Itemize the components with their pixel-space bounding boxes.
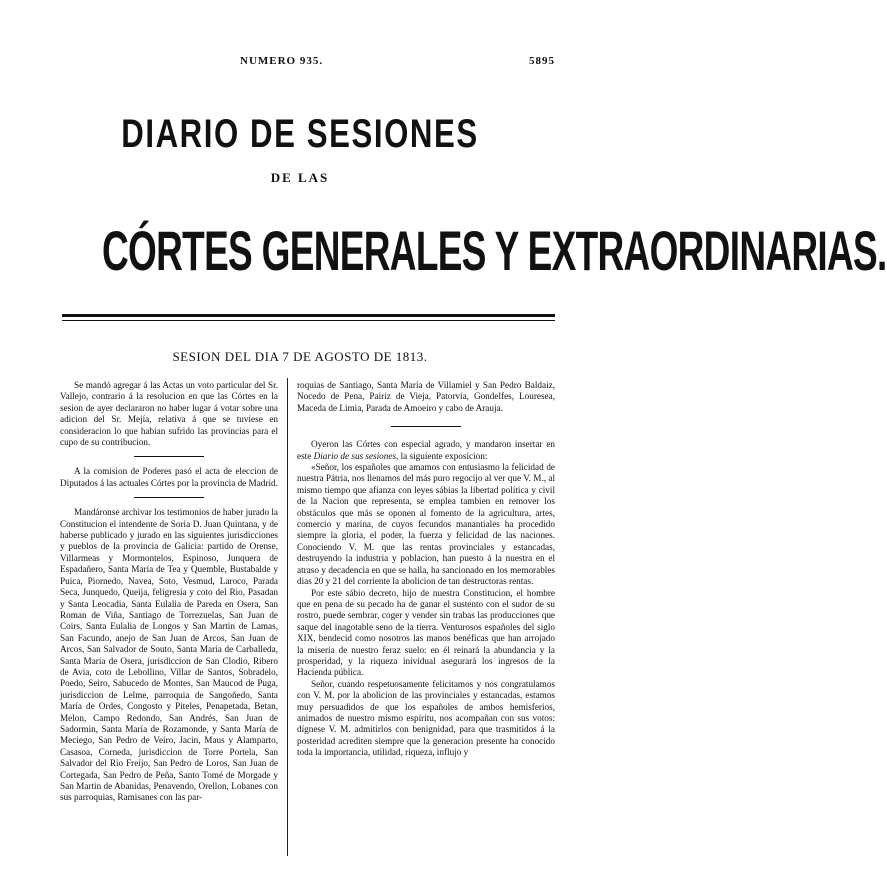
issue-number: NUMERO 935. [240,55,324,67]
paragraph-senor: «Señor, los españoles que amamos con entusiasmo la felicidad de nuestra Pátria, nos llenamos del más puro regocijo al ver que V. M., al mismo tiempo que afianza con leyes sábias la libertad política y civil de la Nacion que representa, se emplea tambien en remover los obstáculos que más se oponen al fomento de la agricultura, artes, comercio y marina, de cuyos fecundos manantiales ha procedido siempre la gloria, el poder, la fuerza y felicidad de las naciones. Conociendo V. M. que las rentas provinciales y estancadas, destruyendo la industria y poblacion, han puesto á la nuestra en el atraso y decadencia en que se halla, ha sancionado en los memorables dias 20 y 21 del corriente la abolicion de tan destructoras rentas. [297,462,555,587]
diario-italic: Diario de sus sesiones [313,450,397,461]
page-header [60,55,555,71]
paragraph-felicitamos: Señor, cuando respetuosamente felicitamos y nos congratulamos con V. M. por la abolicion de las provinciales y estancadas, estamos muy persuadidos de que los españoles de ambos hemisferios, animados de nuestro mismo espíritu, nos acompañan con sus votos: dígnese V. M. admitirlos con benignidad, para que trasmitidos á la posteridad acrediten siempre que la generacion presente ha conocido toda la importancia, utilidad, riqueza, influjo y [297,678,555,758]
section-separator [134,456,204,457]
page-number: 5895 [529,55,555,67]
masthead-rule-thick [62,314,555,317]
section-separator [134,497,204,498]
masthead-title: DIARIO DE SESIONES [121,112,479,156]
paragraph-decreto: Por este sábio decreto, hijo de nuestra Constitucion, el hombre que en pena de su pecado ha de ganar el sustento con el sudor de su rostro, puede sembrar, coger y vender sin trabas las producciones que saque del inagotable seno de la tierra. Venturosos españoles del siglo XIX, bendecid como nosotros las manos benéficas que han arrojado la miseria de nuestro feraz suelo: en él reinará la abundancia y la prosperidad, y la riqueza inividual asegurará los ingresos de la Hacienda pública. [297,587,555,678]
masthead-subtitle: DE LAS [270,170,330,185]
masthead-cortes: CÓRTES GENERALES Y EXTRAORDINARIAS. [101,219,887,282]
paragraph-comision-poderes: A la comision de Poderes pasó el acta de eleccion de Diputados á las actuales Córtes por la provincia de Madrid. [60,466,278,488]
column-divider [287,378,288,856]
masthead-rule-thin [62,320,555,321]
paragraph-voto-particular: Se mandó agregar á las Actas un voto particular del Sr. Vallejo, contrario á la resolucion en que las Córtes en la sesion de ayer declararon no haber lugar á votar sobre una adicion del Sr. Mejía, relativa á que se tuviese en consideracion lo que habian sufrido las provincias para el cupo de su contribucion. [60,380,278,448]
left-column [60,380,278,804]
paragraph-testimonios: Mandáronse archivar los testimonios de haber jurado la Constitucion el intendente de Soria D. Juan Quintana, y de haberse publicado y jurado en las siguientes jurisdicciones y pueblos de la provincia de Galicia: partido de Orense, Villarmeas y Mormontelos, Espinoso, Junquera de Espadañero, Santa María de Tea y Quemble, Bustabalde y Puica, Piornedo, Navea, Soto, Vesmud, Laroco, Parada Seca, Junquedo, Queija, feligresía y coto del Rio, Pasadan y Santa Leocadia, Santa Eulalia de Pareda en Osera, San Roman de Viña, Santiago de Torrezuelas, San Juan de Coirs, Santa Eulalia de Longos y San Martin de Lamas, San Facundo, anejo de San Juan de Arcos, San Juan de Arcos, San Salvador de Souto, Santa María de Carballeda, Santa María de Osera, jurisdiccion de San Clodio, Ribero de Avia, coto de Lebollino, Villar de Santos, Sobradelo, Poedo, Seiro, Sabucedo de Montes, San Maucod de Puga, jurisdiccion de Lelme, parroquia de Sangoñedo, Santa María de Ordes, Congosto y Piteles, Penapetada, Betan, Melon, Campo Redondo, San Andrés, San Juan de Sadormin, Santa María de Rozamonde, y Santa María de Meciego, San Pedro de Veiro, Jacin, Maus y Alamparto, Casasoa, Corneda, jurisdiccion de Torre Portela, San Salvador del Rio Freijo, San Pedro de Loros, San Juan de Cortegada, San Pedro de Peña, Santo Tomé de Morgade y San Martin de Abanidas, Penavendo, Orellon, Lobanes con sus parroquias, Ramisanes con las par- [60,507,278,803]
section-separator [391,426,461,427]
right-column [297,380,555,759]
session-heading: SESION DEL DIA 7 DE AGOSTO DE 1813. [172,349,428,364]
paragraph-continuation: roquias de Santiago, Santa María de Villamiel y San Pedro Baldaiz, Nocedo de Pena, Pairiz de Vieja, Patorvia, Gondelfes, Louresea, Maceda de Limia, Parada de Amoeiro y cabo de Arauja. [297,380,555,413]
paragraph-exposicion-intro: Oyeron las Córtes con especial agrado, y mandaron insertar en este Diario de sus sesiones, la siguiente exposicion: [297,439,555,461]
